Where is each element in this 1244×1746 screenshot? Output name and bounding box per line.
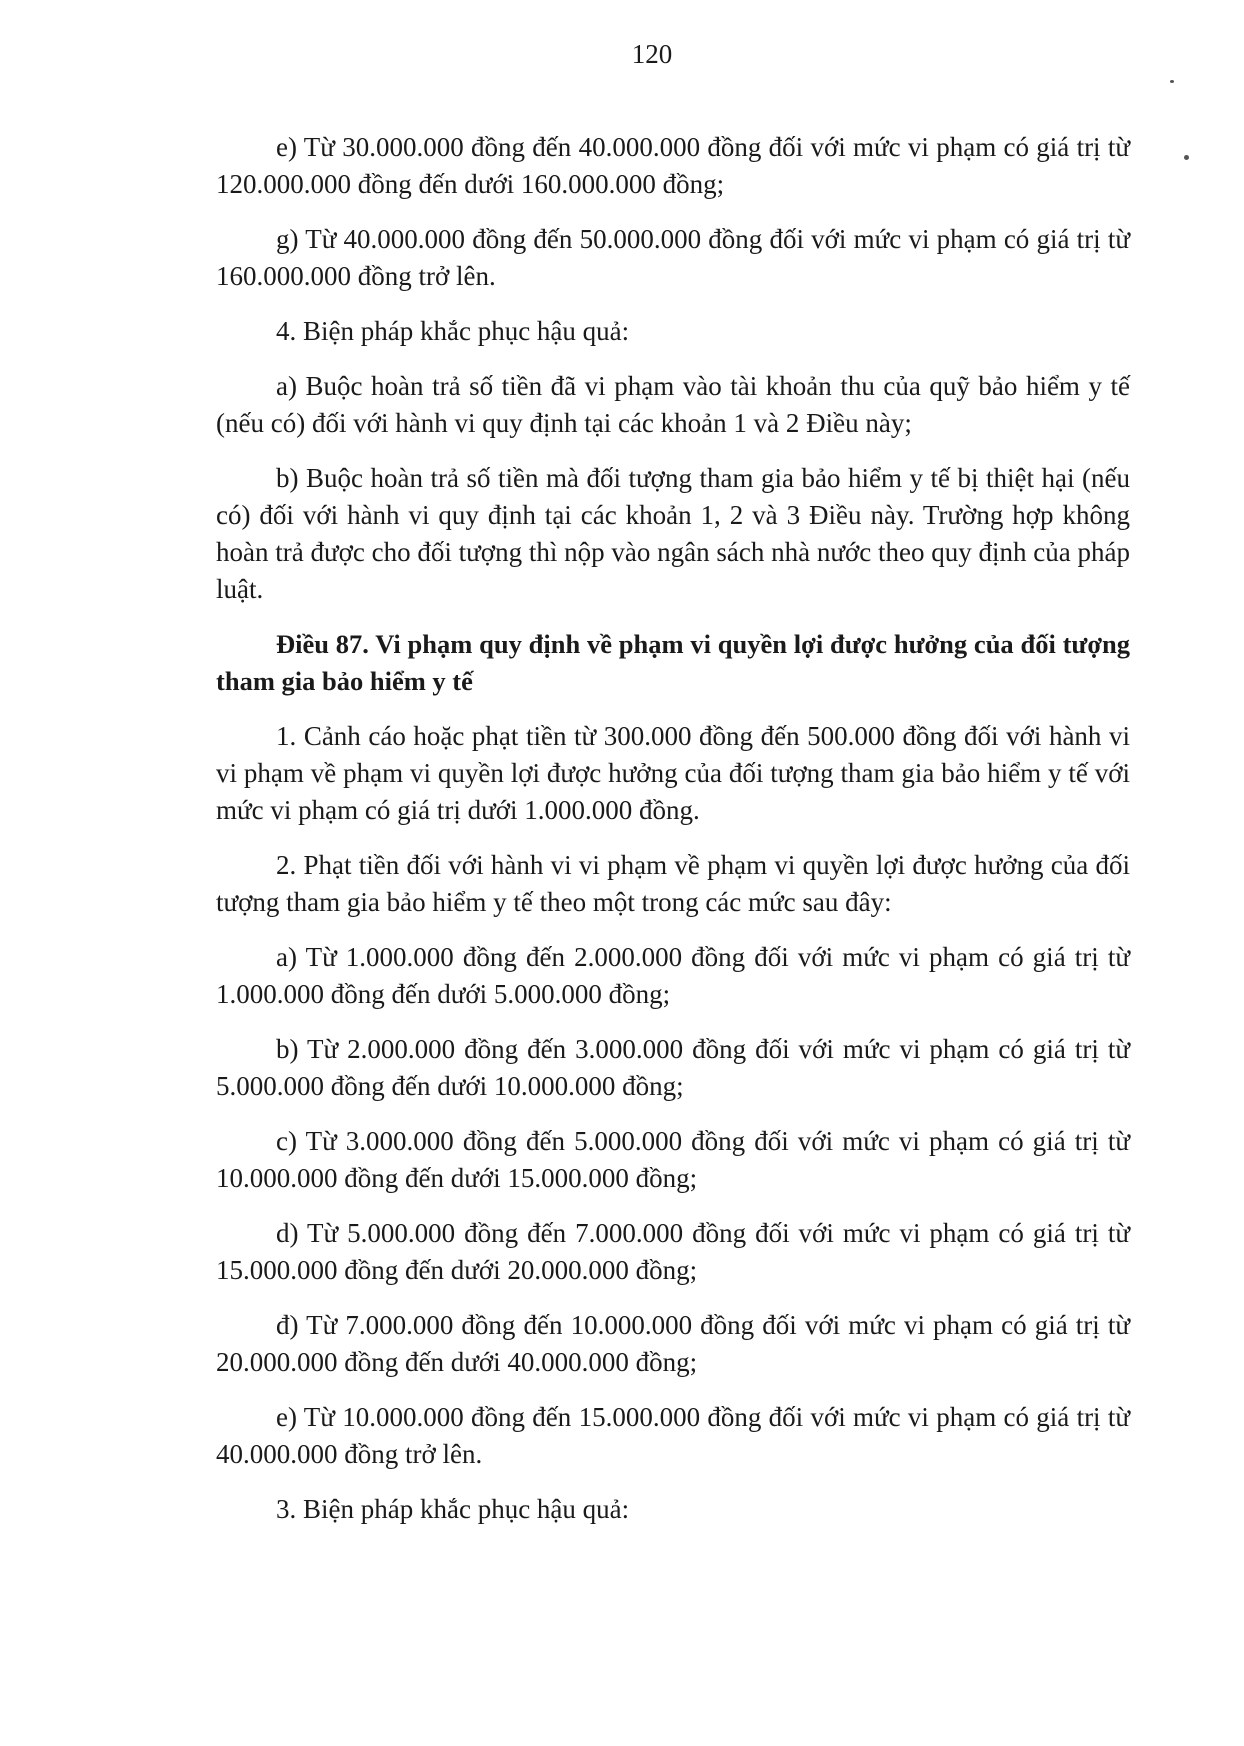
paragraph-87-2e: e) Từ 10.000.000 đồng đến 15.000.000 đồng đối với mức vi phạm có giá trị từ 40.000.000 đồng trở lên. <box>216 1402 1130 1469</box>
paragraph-87-2b: b) Từ 2.000.000 đồng đến 3.000.000 đồng đối với mức vi phạm có giá trị từ 5.000.000 đồng đến dưới 10.000.000 đồng; <box>216 1034 1130 1101</box>
paragraph-4a: a) Buộc hoàn trả số tiền đã vi phạm vào tài khoản thu của quỹ bảo hiểm y tế (nếu có) đối với hành vi quy định tại các khoản 1 và 2 Điều này; <box>216 371 1130 438</box>
paragraph-87-2d: d) Từ 5.000.000 đồng đến 7.000.000 đồng đối với mức vi phạm có giá trị từ 15.000.000 đồng đến dưới 20.000.000 đồng; <box>216 1218 1130 1285</box>
page-number: 120 <box>631 39 673 69</box>
paragraph-87-2dd: đ) Từ 7.000.000 đồng đến 10.000.000 đồng đối với mức vi phạm có giá trị từ 20.000.000 đồng đến dưới 40.000.000 đồng; <box>216 1310 1130 1377</box>
paragraph-3e: e) Từ 30.000.000 đồng đến 40.000.000 đồng đối với mức vi phạm có giá trị từ 120.000.000 đồng đến dưới 160.000.000 đồng; <box>216 132 1130 199</box>
paragraph-87-2: 2. Phạt tiền đối với hành vi vi phạm về phạm vi quyền lợi được hưởng của đối tượng tham gia bảo hiểm y tế theo một trong các mức sau đây: <box>216 850 1130 917</box>
paragraph-4b: b) Buộc hoàn trả số tiền mà đối tượng tham gia bảo hiểm y tế bị thiệt hại (nếu có) đối với hành vi quy định tại các khoản 1, 2 và 3 Điều này. Trường hợp không hoàn trả được cho đối tượng thì nộp vào ngân sách nhà nước theo quy định của pháp luật. <box>216 463 1130 604</box>
paragraph-87-2c: c) Từ 3.000.000 đồng đến 5.000.000 đồng đối với mức vi phạm có giá trị từ 10.000.000 đồng đến dưới 15.000.000 đồng; <box>216 1126 1130 1193</box>
paragraph-87-3: 3. Biện pháp khắc phục hậu quả: <box>276 1494 630 1524</box>
article-87-heading: Điều 87. Vi phạm quy định về phạm vi quyền lợi được hưởng của đối tượng tham gia bảo hiểm y tế <box>216 629 1130 696</box>
scan-speck <box>1170 80 1174 83</box>
paragraph-87-1: 1. Cảnh cáo hoặc phạt tiền từ 300.000 đồng đến 500.000 đồng đối với hành vi vi phạm về phạm vi quyền lợi được hưởng của đối tượng tham gia bảo hiểm y tế với mức vi phạm có giá trị dưới 1.000.000 đồng. <box>216 721 1130 825</box>
paragraph-87-2a: a) Từ 1.000.000 đồng đến 2.000.000 đồng đối với mức vi phạm có giá trị từ 1.000.000 đồng đến dưới 5.000.000 đồng; <box>216 942 1130 1009</box>
paragraph-remedies-4: 4. Biện pháp khắc phục hậu quả: <box>276 316 630 346</box>
document-body <box>216 129 1130 1546</box>
paragraph-3g: g) Từ 40.000.000 đồng đến 50.000.000 đồng đối với mức vi phạm có giá trị từ 160.000.000 đồng trở lên. <box>216 224 1130 291</box>
scan-speck <box>1184 155 1189 160</box>
